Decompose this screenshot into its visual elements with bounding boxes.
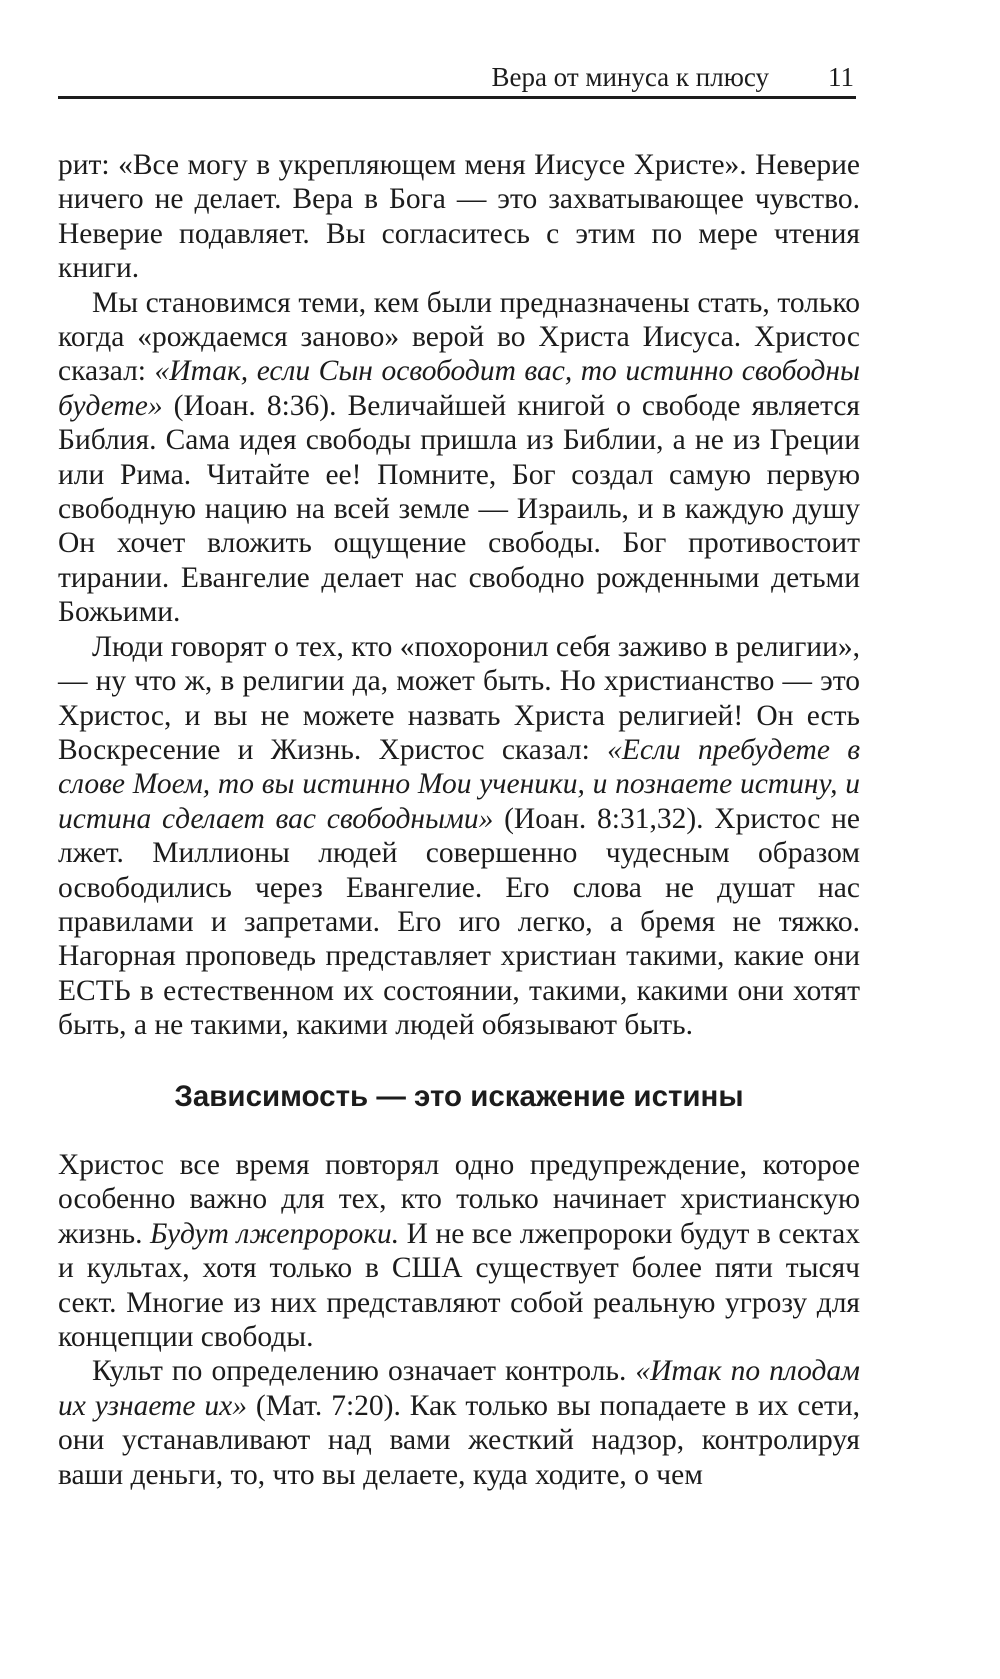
section-heading: Зависимость — это искажение истины: [174, 1080, 744, 1113]
running-header: [58, 60, 856, 94]
paragraph-4-italic: Будут лжепророки.: [149, 1217, 400, 1250]
paragraph-2-quote: «Итак, если Сын освободит вас, то истинно свободны будете»: [58, 355, 860, 422]
paragraph-3-quote: «Если пребудете в слове Моем, то вы истинно Мои ученики, и познаете истину, и истина сделает вас свободными»: [58, 733, 861, 835]
paragraph-2-text-b: (Иоан. 8:36). Величайшей книгой о свободе является Библия. Сама идея свободы пришла из Библии, а не из Греции или Рима. Читайте ее! Помните, Бог создал самую первую свободную нацию на всей земле — Израиль, и в каждую душу Он хочет вложить ощущение свободы. Бог противостоит тирании. Евангелие делает нас свободно рожденными детьми Божьими.: [58, 389, 860, 629]
running-title: Вера от минуса к плюсу: [491, 62, 769, 92]
paragraph-1: рит: «Все могу в укрепляющем меня Иисусе Христе». Неверие ничего не делает. Вера в Бога — это захватывающее чувство. Неверие подавляет. Вы согласитесь с этим по мере чтения книги.: [58, 149, 860, 285]
paragraph-5: [58, 1354, 860, 1492]
body-text-top: [58, 148, 860, 1043]
paragraph-3-text-a: Люди говорят о тех, кто «похоронил себя заживо в религии», — ну что ж, в религии да, может быть. Но христианство — это Христос, и вы не можете назвать Христа религией! Он есть Воскресение и Жизнь. Христос сказал:: [58, 630, 860, 766]
paragraph-2: [58, 286, 860, 630]
paragraph-5-text-b: (Мат. 7:20). Как только вы попадаете в их сети, они устанавливают над вами жесткий надзор, контролируя ваши деньги, то, что вы делаете, куда ходите, о чем: [58, 1389, 860, 1491]
header-rule: [58, 96, 856, 99]
paragraph-2-text-a: Мы становимся теми, кем были предназначены стать, только когда «рождаемся заново» верой во Христа Иисуса. Христос сказал:: [58, 286, 860, 388]
paragraph-4-text-b: И не все лжепророки будут в сектах и культах, хотя только в США существует более пяти тысяч сект. Многие из них представляют собой реальную угрозу для концепции свободы.: [58, 1217, 860, 1354]
body-text-bottom: [58, 1148, 860, 1492]
paragraph-3: [58, 630, 860, 1043]
paragraph-4: [58, 1148, 860, 1354]
paragraph-3-text-b: (Иоан. 8:31,32). Христос не лжет. Миллионы людей совершенно чудесным образом освободились через Евангелие. Его слова не душат нас правилами и запретами. Его иго легко, а бремя не тяжко. Нагорная проповедь представляет христиан такими, какие они ЕСТЬ в естественном их состоянии, такими, какими они хотят быть, а не такими, какими людей обязывают быть.: [58, 802, 860, 1042]
paragraph-4-text-a: Христос все время повторял одно предупреждение, которое особенно важно для тех, кто только начинает христианскую жизнь.: [58, 1149, 860, 1250]
page-number: 11: [828, 62, 854, 92]
paragraph-5-quote: «Итак по плодам их узнаете их»: [58, 1355, 860, 1422]
paragraph-5-text-a: Культ по определению означает контроль.: [92, 1355, 636, 1388]
